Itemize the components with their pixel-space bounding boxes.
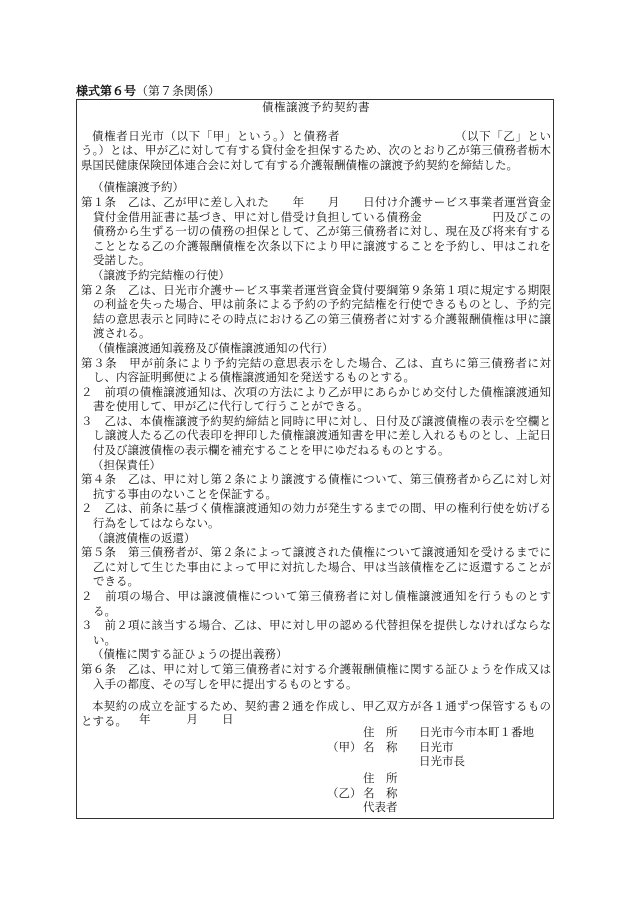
article-2-text: 第２条 乙は、日光市介護サービス事業者運営資金貸付要綱第９条第１項に規定する期限の利益を失った場合、甲は前条による予約の予約完結権を行使できるものとし、予約完結の意思表示と同時にその時点における乙の第三債務者に対する介護報酬債権は甲に譲渡される。 — [81, 282, 551, 341]
intro-paragraph: 債権者日光市（以下「甲」という。）と債務者 （以下「乙」という。）とは、甲が乙に対して有する貸付金を担保するため、次のとおり乙が第三債務者栃木県国民健康保険団体連合会に対して有する介護報酬債権の譲渡予約契約を締結した。 — [81, 128, 551, 172]
form-number — [76, 84, 220, 99]
party-b-name-label: 名 称 — [363, 785, 398, 800]
article-3-paragraph-3: ３ 乙は、本債権譲渡予約契約締結と同時に甲に対し、日付及び譲渡債権の表示を空欄とし譲渡人たる乙の代表印を押印した債権譲渡通知書を甲に差し入れるものとし、上記日付及び譲渡債権の表示欄を補充することを甲にゆだねるものとする。 — [81, 413, 551, 458]
article-5-text: 第５条 第三債務者が、第２条によって譲渡された債権について譲渡通知を受けるまでに乙に対して生じた事由によって甲に対抗した場合、甲は当該債権を乙に返還することができる。 — [81, 545, 551, 589]
article-1-heading: （債権譲渡予約） — [92, 180, 184, 195]
party-a-marker: （甲） — [327, 739, 362, 754]
contract-frame — [76, 99, 554, 819]
party-a-name-label: 名 称 — [363, 739, 398, 754]
party-a-block — [327, 725, 534, 769]
article-5-paragraph-2: ２ 前項の場合、甲は譲渡債権について第三債務者に対し債権譲渡通知を行うものとする。 — [81, 589, 551, 618]
document-title: 債権譲渡予約契約書 — [262, 100, 370, 114]
party-b-block — [327, 771, 419, 815]
article-3-heading: （債権譲渡通知義務及び債権譲渡通知の代行） — [92, 340, 334, 355]
party-a-name-value: 日光市 — [419, 739, 454, 754]
form-number-main: 様式第６号 — [76, 84, 137, 98]
party-b-representative-label: 代表者 — [363, 800, 398, 815]
contract-body — [81, 100, 551, 728]
date-day-label: 日 — [222, 712, 234, 726]
article-5-paragraph-3: ３ 前２項に該当する場合、乙は、甲に対し甲の認める代替担保を提供しなければならない。 — [81, 618, 551, 647]
party-a-address-label: 住 所 — [363, 725, 398, 739]
party-a-address-value: 日光市今市本町１番地 — [419, 725, 534, 739]
article-6-heading: （債権に関する証ひょうの提出義務） — [92, 647, 288, 662]
party-a-representative-value: 日光市長 — [419, 754, 465, 769]
article-5-heading: （譲渡債権の返還） — [92, 530, 196, 545]
party-b-marker: （乙） — [327, 785, 362, 800]
article-1-text: 第１条 乙は、乙が甲に差し入れた 年 月 日付け介護サービス事業者運営資金貸付金借用証書に基づき、甲に対し借受け負担している債務金 円及びこの債務から生ずる一切の債務の担保として、乙が第三債務者に対し、現在及び将来有することとなる乙の介護報酬債権を次条以下により甲に譲渡することを予約し、甲はこれを受諾した。 — [81, 194, 551, 268]
article-3-text: 第３条 甲が前条により予約完結の意思表示をした場合、乙は、直ちに第三債務者に対し、内容証明郵便による債権譲渡通知を発送するものとする。 — [81, 355, 551, 385]
article-6-text: 第６条 乙は、甲に対して第三債務者に対する介護報酬債権に関する証ひょうを作成又は入手の都度、その写しを甲に提出するものとする。 — [81, 661, 551, 691]
articles-list — [81, 180, 551, 691]
article-4-paragraph-2: ２ 乙は、前条に基づく債権譲渡通知の効力が発生するまでの間、甲の権利行使を妨げる行為をしてはならない。 — [81, 501, 551, 531]
form-number-reference: （第７条関係） — [136, 84, 221, 98]
article-4-heading: （担保責任） — [92, 457, 161, 472]
closing-paragraph: 本契約の成立を証するため、契約書２通を作成し、甲乙双方が各１通ずつ保管するものとする。 — [81, 699, 551, 728]
article-4-text: 第４条 乙は、甲に対し第２条により譲渡する債権について、第三債務者から乙に対し対抗する事由のないことを保証する。 — [81, 472, 551, 501]
party-b-address-label: 住 所 — [363, 771, 398, 785]
article-2-heading: （譲渡予約完結権の行使） — [92, 267, 230, 282]
date-year-label: 年 — [139, 712, 151, 726]
contract-date — [139, 712, 234, 727]
date-month-label: 月 — [186, 712, 198, 726]
article-3-paragraph-2: ２ 前項の債権譲渡通知は、次項の方法により乙が甲にあらかじめ交付した債権譲渡通知書を使用して、甲が乙に代行して行うことができる。 — [81, 384, 551, 414]
